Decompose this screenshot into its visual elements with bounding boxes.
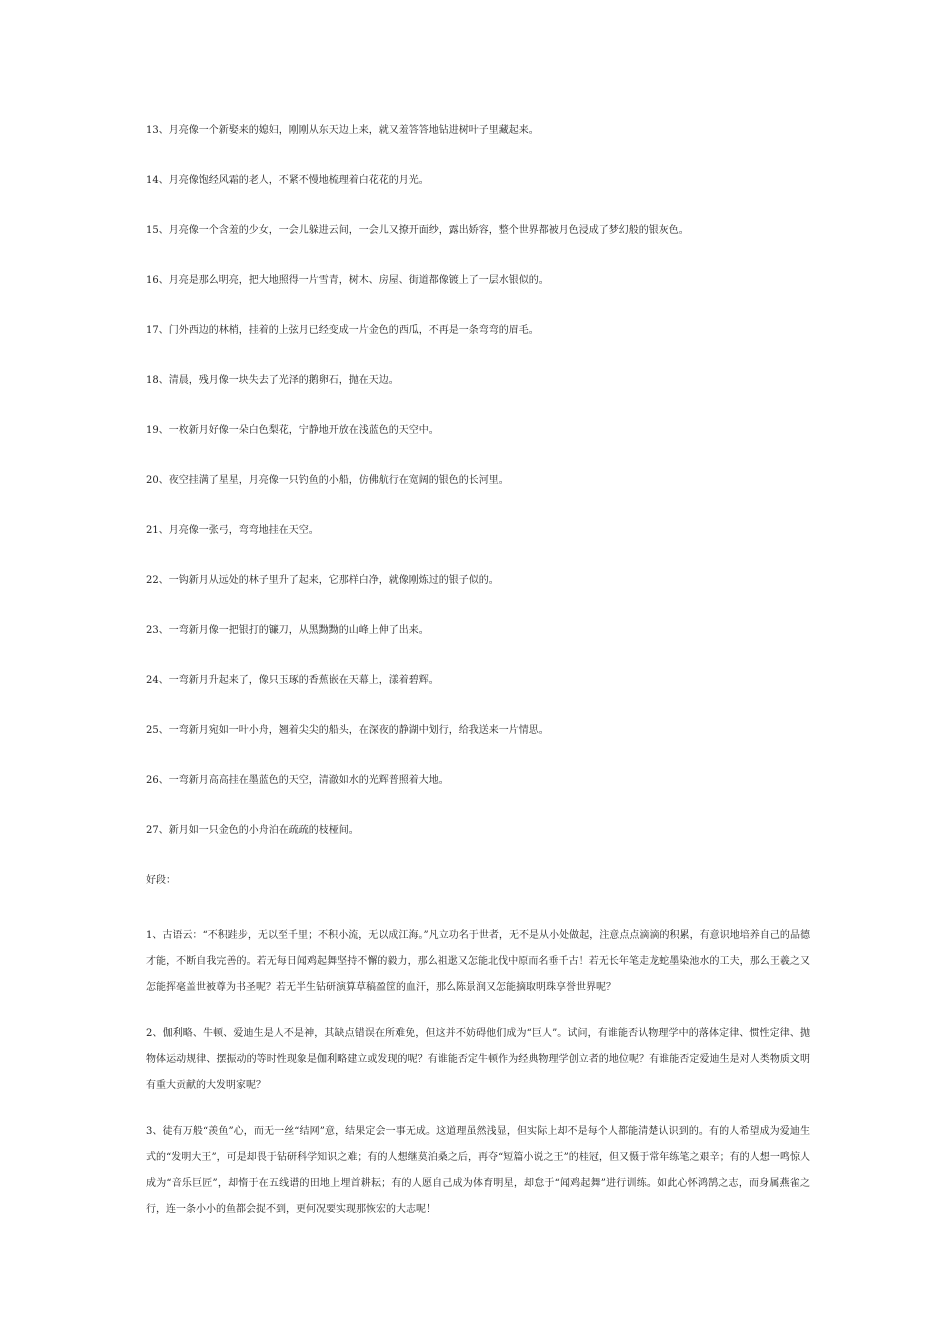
document-body — [146, 123, 810, 1243]
sentence-22: 22、一钩新月从远处的林子里升了起来，它那样白净，就像刚炼过的银子似的。 — [146, 575, 499, 586]
sentence-16: 16、月亮是那么明亮，把大地照得一片雪青，树木、房屋、街道都像镀上了一层水银似的。 — [146, 275, 549, 286]
sentence-20: 20、夜空挂满了星星，月亮像一只钓鱼的小船，仿佛航行在宽阔的银色的长河里。 — [146, 475, 509, 486]
paragraph-3: 3、徒有万般“羡鱼”心，而无一丝“结网”意，结果定会一事无成。这道理虽然浅显，但实际上却不是每个人都能清楚认识到的。有的人希望成为爱迪生式的“发明大王”，可是却畏于钻研科学知识之难；有的人想继莫泊桑之后，再夺“短篇小说之王”的桂冠，但又慑于常年练笔之艰辛；有的人想一鸣惊人成为“音乐巨匠”，却惰于在五线谱的田地上埋首耕耘；有的人愿自己成为体育明星，却怠于“闻鸡起舞”进行训练。如此心怀鸿鹄之志，而身属燕雀之行，连一条小小的鱼都会捉不到，更何况要实现那恢宏的大志呢！ — [146, 1126, 810, 1215]
sentence-18: 18、清晨，残月像一块失去了光泽的鹅卵石，抛在天边。 — [146, 375, 399, 386]
sentence-23: 23、一弯新月像一把银打的镰刀，从黑黝黝的山峰上伸了出来。 — [146, 625, 429, 636]
sentence-15: 15、月亮像一个含羞的少女，一会儿躲进云间，一会儿又撩开面纱，露出娇容，整个世界都被月色浸成了梦幻般的银灰色。 — [146, 225, 689, 236]
sentence-27: 27、新月如一只金色的小舟泊在疏疏的枝桠间。 — [146, 825, 359, 836]
sentence-26: 26、一弯新月高高挂在墨蓝色的天空，清澈如水的光辉普照着大地。 — [146, 775, 449, 786]
sentence-24: 24、一弯新月升起来了，像只玉琢的香蕉嵌在天幕上，漾着碧辉。 — [146, 675, 439, 686]
sentence-17: 17、门外西边的林梢，挂着的上弦月已经变成一片金色的西瓜，不再是一条弯弯的眉毛。 — [146, 325, 539, 336]
paragraph-1: 1、古语云：“不积跬步，无以至千里；不积小流，无以成江海。”凡立功名于世者，无不是从小处做起，注意点点滴滴的积累，有意识地培养自己的品德才能，不断自我完善的。若无每日闻鸡起舞坚持不懈的毅力，那么祖逖又怎能北伐中原而名垂千古！若无长年笔走龙蛇墨染池水的工夫，那么王羲之又怎能挥毫盖世被尊为书圣呢？若无半生钻研演算草稿盈筐的血汗，那么陈景润又怎能摘取明珠享誉世界呢？ — [146, 930, 810, 993]
section-heading: 好段： — [146, 875, 176, 886]
paragraph-2: 2、伽利略、牛顿、爱迪生是人不是神，其缺点错误在所难免，但这并不妨碍他们成为“巨人”。试问，有谁能否认物理学中的落体定律、惯性定律、抛物体运动规律、摆振动的等时性现象是伽利略建立或发现的呢？有谁能否定牛顿作为经典物理学创立者的地位呢？有谁能否定爱迪生是对人类物质文明有重大贡献的大发明家呢？ — [146, 1028, 810, 1091]
sentence-19: 19、一枚新月好像一朵白色梨花，宁静地开放在浅蓝色的天空中。 — [146, 425, 439, 436]
sentence-21: 21、月亮像一张弓，弯弯地挂在天空。 — [146, 525, 319, 536]
sentence-14: 14、月亮像饱经风霜的老人，不紧不慢地梳理着白花花的月光。 — [146, 175, 429, 186]
sentence-25: 25、一弯新月宛如一叶小舟，翘着尖尖的船头，在深夜的静湖中划行，给我送来一片情思。 — [146, 725, 549, 736]
sentence-13: 13、月亮像一个新娶来的媳妇，刚刚从东天边上来，就又羞答答地钻进树叶子里藏起来。 — [146, 125, 539, 136]
